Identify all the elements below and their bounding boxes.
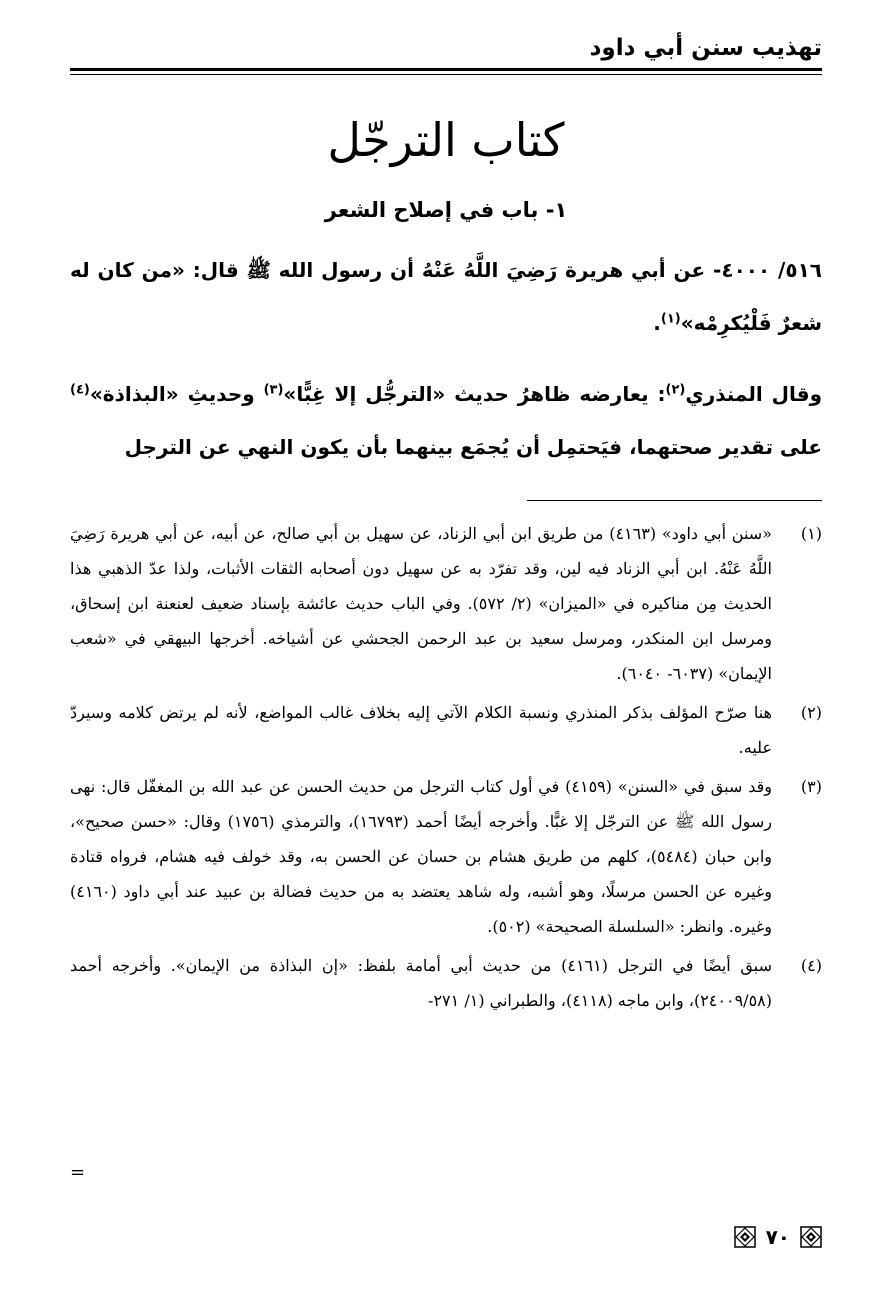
continuation-mark: = — [70, 1162, 86, 1183]
main-text — [70, 244, 822, 474]
footnote-ref-3[interactable]: (٣) — [263, 382, 284, 398]
footnote-2 — [70, 695, 822, 765]
page-number: ٧٠ — [765, 1225, 790, 1249]
header-rule-thin — [70, 74, 822, 75]
footnote-number: (٤) — [800, 956, 822, 975]
footnote-text: هنا صرّح المؤلف بذكر المنذري ونسبة الكلام الآتي إليه بخلاف غالب المواضع، لأنه لم يرتض كلامه وسيردّ عليه. — [70, 703, 772, 757]
footnote-ref-4[interactable]: (٤) — [70, 382, 90, 398]
mundhiri-intro: وقال المنذري — [685, 382, 822, 406]
footnote-text: وقد سبق في «السنن» (٤١٥٩) في أول كتاب الترجل من حديث الحسن عن عبد الله بن المغفّل قال: نهى رسول الله ﷺ عن الترجّل إلا غبًّا. وأخرجه أيضًا أحمد (١٦٧٩٣)، والترمذي (١٧٥٦) وقال: «حسن صحيح»، وابن حبان (٥٤٨٤)، كلهم من طريق هشام بن حسان عن الحسن به، وقد خولف فيه هشام، فرواه قتادة وغيره عن الحسن مرسلًا، وهو أشبه، وله شاهد يعتضد به من حديث فضالة بن عبيد عند أبي داود (٤١٦٠) وغيره. وانظر: «السلسلة الصحيحة» (٥٠٢). — [70, 777, 773, 936]
commentary-text-3: على تقدير صحتهما، فيَحتمِل أن يُجمَع بينهما بأن يكون النهي عن الترجل — [124, 435, 822, 459]
header-rule-thick — [70, 68, 822, 71]
commentary-paragraph — [70, 368, 822, 474]
footnote-separator — [527, 500, 822, 501]
chapter-heading: ١- باب في إصلاح الشعر — [324, 198, 568, 222]
running-header-title: تهذيب سنن أبي داود — [589, 35, 822, 61]
ornament-right-icon — [800, 1226, 822, 1248]
commentary-text-1: : يعارضه ظاهرُ حديث «الترجُّل إلا غِبًّا» — [283, 382, 666, 406]
footnote-4 — [70, 948, 822, 1018]
footnote-3 — [70, 769, 822, 944]
footnote-1 — [70, 516, 822, 691]
commentary-text-2: وحديثِ «البذاذة» — [89, 382, 264, 406]
page-footer — [734, 1222, 822, 1252]
footnote-number: (١) — [800, 524, 822, 543]
footnote-number: (٢) — [800, 703, 822, 722]
hadith-paragraph — [70, 244, 822, 350]
hadith-end: . — [653, 311, 661, 335]
footnotes — [70, 516, 822, 1022]
hadith-text: ٥١٦/ ٤٠٠٠- عن أبي هريرة رَضِيَ اللَّهُ عَنْهُ أن رسول الله ﷺ قال: «من كان له شعرٌ فَلْيُكرِمْه» — [70, 258, 822, 335]
ornament-left-icon — [734, 1226, 756, 1248]
book-title: كتاب الترجّل — [327, 113, 565, 167]
footnote-ref-2[interactable]: (٢) — [665, 382, 686, 398]
footnote-text: سبق أيضًا في الترجل (٤١٦١) من حديث أبي أمامة بلفظ: «إن البذاذة من الإيمان». وأخرجه أحمد (٢٤٠٠٩/٥٨)، وابن ماجه (٤١١٨)، والطبراني (١/ ٢٧١- — [70, 956, 773, 1010]
footnote-text: «سنن أبي داود» (٤١٦٣) من طريق ابن أبي الزناد، عن سهيل بن أبي صالح، عن أبيه، عن أبي هريرة رَضِيَ اللَّهُ عَنْهُ. ابن أبي الزناد فيه لين، وقد تفرّد به عن سهيل دون أصحابه الثقات الأثبات، ولذا عدّ الذهبي هذا الحديث مِن مناكيره في «الميزان» (٢/ ٥٧٢). وفي الباب حديث عائشة بإسناد ضعيف لعنعنة ابن إسحاق، ومرسل ابن المنكدر، ومرسل سعيد بن عبد الرحمن الجحشي عن أشياخه. أخرجها البيهقي في «شعب الإيمان» (٦٠٣٧- ٦٠٤٠). — [70, 524, 772, 683]
footnote-ref-1[interactable]: (١) — [660, 311, 681, 327]
footnote-number: (٣) — [800, 777, 822, 796]
